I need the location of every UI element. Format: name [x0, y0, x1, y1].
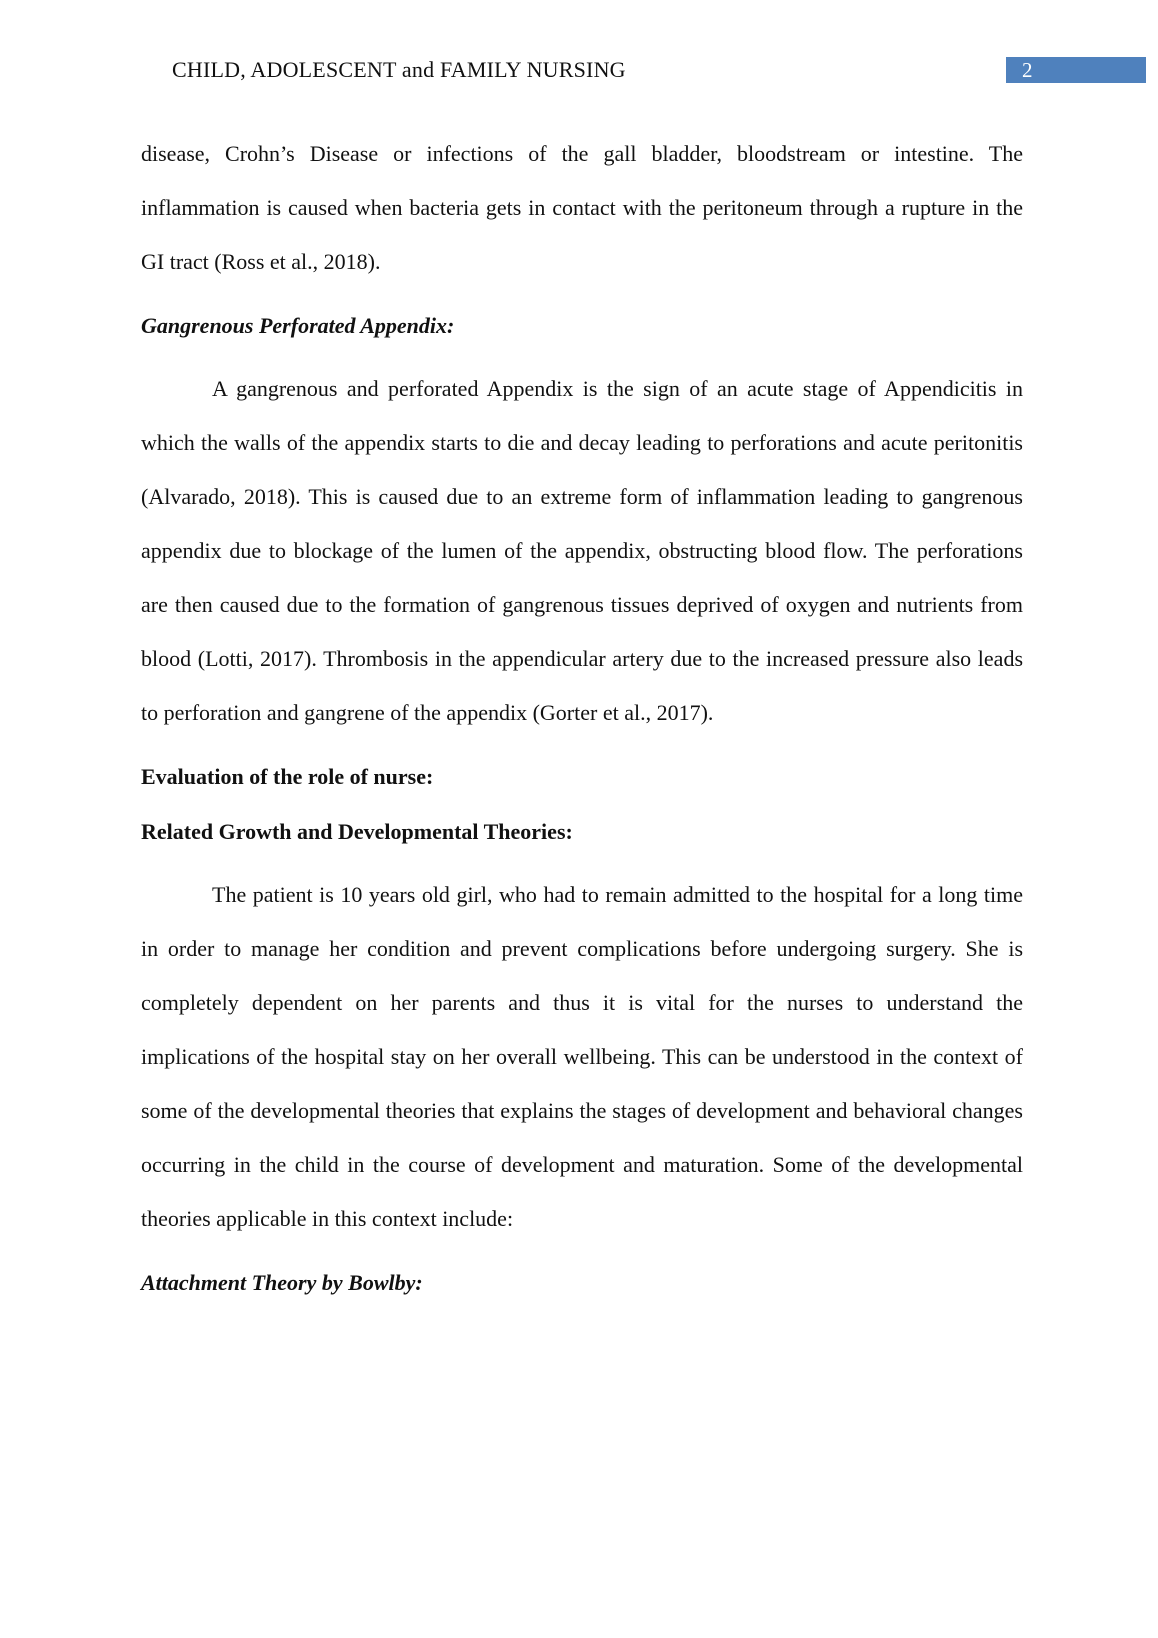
heading-evaluation-role-of-nurse: Evaluation of the role of nurse:: [141, 764, 434, 789]
heading-growth-developmental-theories: Related Growth and Developmental Theories:: [141, 819, 573, 844]
paragraph-continuation: disease, Crohn’s Disease or infections of the gall bladder, bloodstream or intestine. The inflammation is caused when bacteria gets in contact with the peritoneum through a rupture in the GI tract (Ross et al., 2018).: [141, 141, 1023, 274]
running-header-title: CHILD, ADOLESCENT and FAMILY NURSING: [172, 57, 626, 82]
page-number-badge: [1006, 57, 1146, 83]
page-number: 2: [1022, 58, 1033, 82]
paragraph-patient-context: The patient is 10 years old girl, who had to remain admitted to the hospital for a long time in order to manage her condition and prevent complications before undergoing surgery. She is completely dependent on her parents and thus it is vital for the nurses to understand the implications of the hospital stay on her overall wellbeing. This can be understood in the context of some of the developmental theories that explains the stages of development and behavioral changes occurring in the child in the course of development and maturation. Some of the developmental theories applicable in this context include:: [141, 882, 1023, 1231]
heading-attachment-theory: Attachment Theory by Bowlby:: [141, 1270, 423, 1295]
heading-gangrenous-perforated-appendix: Gangrenous Perforated Appendix:: [141, 313, 455, 338]
document-body: [141, 127, 1023, 1319]
paragraph-gangrenous-appendix: A gangrenous and perforated Appendix is the sign of an acute stage of Appendicitis in which the walls of the appendix starts to die and decay leading to perforations and acute peritonitis (Alvarado, 2018). This is caused due to an extreme form of inflammation leading to gangrenous appendix due to blockage of the lumen of the appendix, obstructing blood flow. The perforations are then caused due to the formation of gangrenous tissues deprived of oxygen and nutrients from blood (Lotti, 2017). Thrombosis in the appendicular artery due to the increased pressure also leads to perforation and gangrene of the appendix (Gorter et al., 2017).: [141, 376, 1023, 725]
